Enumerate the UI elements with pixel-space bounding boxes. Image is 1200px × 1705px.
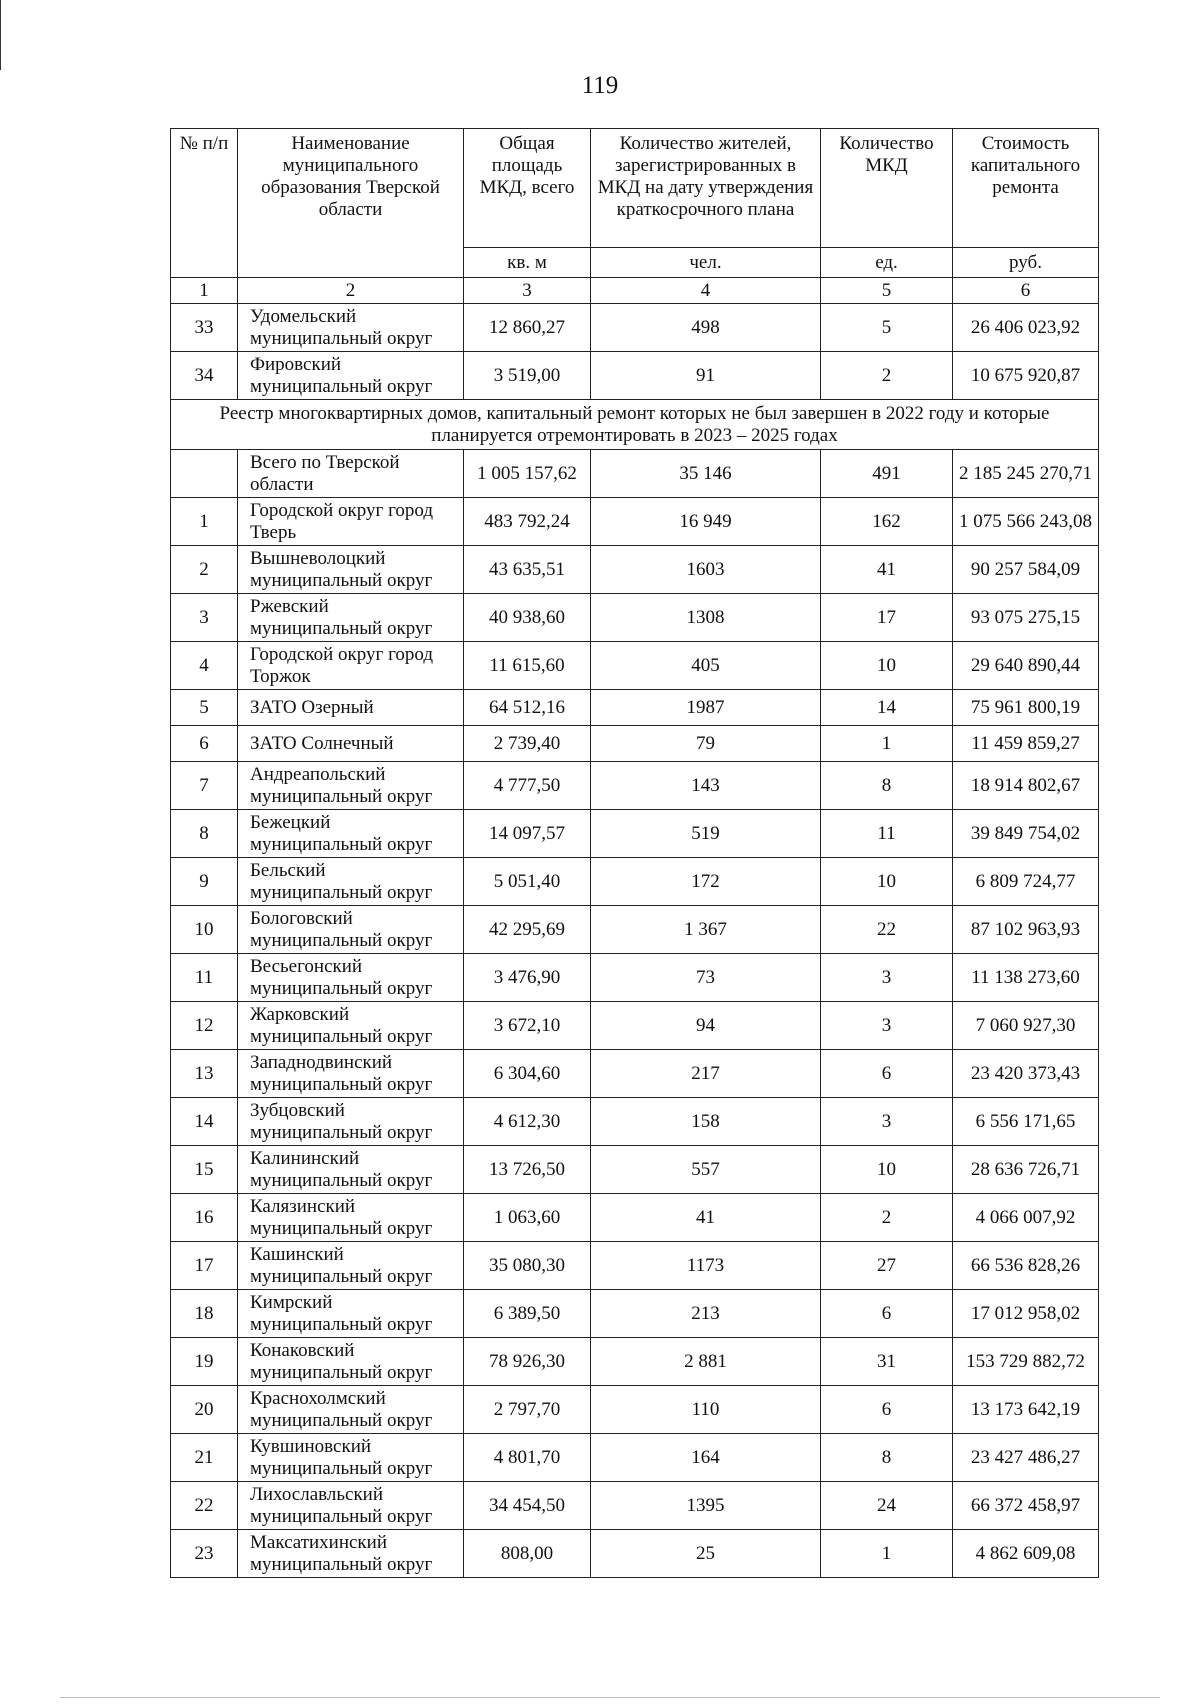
row-number (171, 450, 238, 498)
column-index: 1 (171, 278, 238, 304)
total-area: 6 389,50 (464, 1290, 591, 1338)
repair-cost: 6 556 171,65 (953, 1098, 1099, 1146)
row-number: 2 (171, 546, 238, 594)
repair-cost: 6 809 724,77 (953, 858, 1099, 906)
municipality-name: Калязинский муниципальный округ (238, 1194, 464, 1242)
buildings-count: 2 (821, 352, 953, 400)
total-area: 3 476,90 (464, 954, 591, 1002)
municipality-name: Ржевский муниципальный округ (238, 594, 464, 642)
row-number: 7 (171, 762, 238, 810)
column-index: 4 (591, 278, 821, 304)
total-area: 11 615,60 (464, 642, 591, 690)
table-row (171, 1386, 1099, 1434)
table-row (171, 762, 1099, 810)
table-row (171, 352, 1099, 400)
row-number: 15 (171, 1146, 238, 1194)
total-area: 35 080,30 (464, 1242, 591, 1290)
row-number: 21 (171, 1434, 238, 1482)
buildings-count: 2 (821, 1194, 953, 1242)
total-area: 1 005 157,62 (464, 450, 591, 498)
repair-cost: 10 675 920,87 (953, 352, 1099, 400)
table-row (171, 1434, 1099, 1482)
municipality-name: Андреапольский муниципальный округ (238, 762, 464, 810)
total-area: 42 295,69 (464, 906, 591, 954)
municipality-name: Всего по Тверской области (238, 450, 464, 498)
total-area: 5 051,40 (464, 858, 591, 906)
header-area: Общая площадь МКД, всего (464, 129, 591, 248)
total-area: 3 672,10 (464, 1002, 591, 1050)
buildings-count: 491 (821, 450, 953, 498)
residents-count: 73 (591, 954, 821, 1002)
row-number: 5 (171, 690, 238, 726)
row-number: 14 (171, 1098, 238, 1146)
repair-cost: 2 185 245 270,71 (953, 450, 1099, 498)
repair-cost: 66 372 458,97 (953, 1482, 1099, 1530)
municipality-name: Краснохолмский муниципальный округ (238, 1386, 464, 1434)
residents-count: 213 (591, 1290, 821, 1338)
buildings-count: 162 (821, 498, 953, 546)
row-number: 10 (171, 906, 238, 954)
municipality-name: Бельский муниципальный округ (238, 858, 464, 906)
municipality-name: Фировский муниципальный округ (238, 352, 464, 400)
repair-cost: 11 138 273,60 (953, 954, 1099, 1002)
buildings-count: 3 (821, 954, 953, 1002)
buildings-count: 41 (821, 546, 953, 594)
unit-residents: чел. (591, 248, 821, 278)
repair-cost: 66 536 828,26 (953, 1242, 1099, 1290)
municipality-name: Городской округ город Торжок (238, 642, 464, 690)
municipality-name: Весьегонский муниципальный округ (238, 954, 464, 1002)
row-number: 20 (171, 1386, 238, 1434)
residents-count: 110 (591, 1386, 821, 1434)
unit-cost: руб. (953, 248, 1099, 278)
buildings-count: 8 (821, 1434, 953, 1482)
column-index: 2 (238, 278, 464, 304)
registry-table (170, 128, 1099, 1578)
buildings-count: 6 (821, 1290, 953, 1338)
residents-count: 143 (591, 762, 821, 810)
table-row (171, 1482, 1099, 1530)
scan-edge-line (0, 0, 1, 70)
residents-count: 1603 (591, 546, 821, 594)
row-number: 13 (171, 1050, 238, 1098)
buildings-count: 17 (821, 594, 953, 642)
residents-count: 1308 (591, 594, 821, 642)
municipality-name: Лихославльский муниципальный округ (238, 1482, 464, 1530)
table-row (171, 1530, 1099, 1578)
repair-cost: 1 075 566 243,08 (953, 498, 1099, 546)
row-number: 18 (171, 1290, 238, 1338)
page-number: 119 (581, 72, 619, 99)
row-number: 12 (171, 1002, 238, 1050)
table-row (171, 810, 1099, 858)
total-row (171, 450, 1099, 498)
buildings-count: 14 (821, 690, 953, 726)
residents-count: 172 (591, 858, 821, 906)
residents-count: 1395 (591, 1482, 821, 1530)
total-area: 808,00 (464, 1530, 591, 1578)
buildings-count: 10 (821, 1146, 953, 1194)
section-title: Реестр многоквартирных домов, капитальный ремонт которых не был завершен в 2022 году и которые планируется отремонтировать в 2023 – 2025 годах (171, 400, 1099, 450)
repair-cost: 23 420 373,43 (953, 1050, 1099, 1098)
residents-count: 1 367 (591, 906, 821, 954)
repair-cost: 75 961 800,19 (953, 690, 1099, 726)
buildings-count: 27 (821, 1242, 953, 1290)
residents-count: 35 146 (591, 450, 821, 498)
total-area: 4 777,50 (464, 762, 591, 810)
row-number: 3 (171, 594, 238, 642)
table-row (171, 858, 1099, 906)
row-number: 9 (171, 858, 238, 906)
repair-cost: 26 406 023,92 (953, 304, 1099, 352)
buildings-count: 1 (821, 726, 953, 762)
municipality-name: Городской округ город Тверь (238, 498, 464, 546)
repair-cost: 11 459 859,27 (953, 726, 1099, 762)
table-row (171, 1050, 1099, 1098)
buildings-count: 6 (821, 1386, 953, 1434)
table-row (171, 546, 1099, 594)
repair-cost: 4 066 007,92 (953, 1194, 1099, 1242)
municipality-name: ЗАТО Озерный (238, 690, 464, 726)
buildings-count: 5 (821, 304, 953, 352)
table-row (171, 1290, 1099, 1338)
municipality-name: Кувшиновский муниципальный округ (238, 1434, 464, 1482)
table-row (171, 498, 1099, 546)
column-index: 3 (464, 278, 591, 304)
residents-count: 1173 (591, 1242, 821, 1290)
repair-cost: 39 849 754,02 (953, 810, 1099, 858)
table-row (171, 1146, 1099, 1194)
municipality-name: Кашинский муниципальный округ (238, 1242, 464, 1290)
header-residents: Количество жителей, зарегистрированных в МКД на дату утверждения краткосрочного плана (591, 129, 821, 248)
municipality-name: Зубцовский муниципальный округ (238, 1098, 464, 1146)
total-area: 6 304,60 (464, 1050, 591, 1098)
row-number: 6 (171, 726, 238, 762)
table-row (171, 690, 1099, 726)
residents-count: 164 (591, 1434, 821, 1482)
buildings-count: 3 (821, 1002, 953, 1050)
total-area: 4 801,70 (464, 1434, 591, 1482)
repair-cost: 28 636 726,71 (953, 1146, 1099, 1194)
buildings-count: 31 (821, 1338, 953, 1386)
buildings-count: 6 (821, 1050, 953, 1098)
residents-count: 519 (591, 810, 821, 858)
unit-count: ед. (821, 248, 953, 278)
municipality-name: ЗАТО Солнечный (238, 726, 464, 762)
table-row (171, 304, 1099, 352)
table-row (171, 1098, 1099, 1146)
row-number: 33 (171, 304, 238, 352)
table-row (171, 1242, 1099, 1290)
row-number: 4 (171, 642, 238, 690)
municipality-name: Бологовский муниципальный округ (238, 906, 464, 954)
row-number: 19 (171, 1338, 238, 1386)
column-index: 6 (953, 278, 1099, 304)
table-row (171, 906, 1099, 954)
repair-cost: 87 102 963,93 (953, 906, 1099, 954)
buildings-count: 10 (821, 642, 953, 690)
total-area: 2 797,70 (464, 1386, 591, 1434)
municipality-name: Удомельский муниципальный округ (238, 304, 464, 352)
table-row (171, 954, 1099, 1002)
residents-count: 94 (591, 1002, 821, 1050)
municipality-name: Кимрский муниципальный округ (238, 1290, 464, 1338)
section-row (171, 400, 1099, 450)
header-row (171, 129, 1099, 248)
total-area: 14 097,57 (464, 810, 591, 858)
total-area: 34 454,50 (464, 1482, 591, 1530)
column-index-row (171, 278, 1099, 304)
residents-count: 91 (591, 352, 821, 400)
total-area: 2 739,40 (464, 726, 591, 762)
total-area: 1 063,60 (464, 1194, 591, 1242)
row-number: 8 (171, 810, 238, 858)
buildings-count: 8 (821, 762, 953, 810)
header-name: Наименование муниципального образования Тверской области (238, 129, 464, 278)
repair-cost: 4 862 609,08 (953, 1530, 1099, 1578)
header-num: № п/п (171, 129, 238, 278)
municipality-name: Западнодвинский муниципальный округ (238, 1050, 464, 1098)
repair-cost: 153 729 882,72 (953, 1338, 1099, 1386)
repair-cost: 7 060 927,30 (953, 1002, 1099, 1050)
buildings-count: 11 (821, 810, 953, 858)
table-row (171, 1002, 1099, 1050)
municipality-name: Жарковский муниципальный округ (238, 1002, 464, 1050)
municipality-name: Бежецкий муниципальный округ (238, 810, 464, 858)
repair-cost: 93 075 275,15 (953, 594, 1099, 642)
repair-cost: 18 914 802,67 (953, 762, 1099, 810)
total-area: 43 635,51 (464, 546, 591, 594)
column-index: 5 (821, 278, 953, 304)
scan-bottom-line (60, 1697, 1160, 1698)
municipality-name: Максатихинский муниципальный округ (238, 1530, 464, 1578)
residents-count: 79 (591, 726, 821, 762)
total-area: 3 519,00 (464, 352, 591, 400)
row-number: 11 (171, 954, 238, 1002)
residents-count: 25 (591, 1530, 821, 1578)
residents-count: 158 (591, 1098, 821, 1146)
repair-cost: 29 640 890,44 (953, 642, 1099, 690)
row-number: 23 (171, 1530, 238, 1578)
buildings-count: 3 (821, 1098, 953, 1146)
total-area: 483 792,24 (464, 498, 591, 546)
repair-cost: 17 012 958,02 (953, 1290, 1099, 1338)
table-row (171, 642, 1099, 690)
repair-cost: 23 427 486,27 (953, 1434, 1099, 1482)
residents-count: 1987 (591, 690, 821, 726)
table-row (171, 726, 1099, 762)
total-area: 12 860,27 (464, 304, 591, 352)
buildings-count: 24 (821, 1482, 953, 1530)
row-number: 16 (171, 1194, 238, 1242)
table-row (171, 1338, 1099, 1386)
residents-count: 16 949 (591, 498, 821, 546)
municipality-name: Вышневолоцкий муниципальный округ (238, 546, 464, 594)
municipality-name: Калининский муниципальный округ (238, 1146, 464, 1194)
row-number: 1 (171, 498, 238, 546)
table-row (171, 594, 1099, 642)
residents-count: 498 (591, 304, 821, 352)
municipality-name: Конаковский муниципальный округ (238, 1338, 464, 1386)
residents-count: 217 (591, 1050, 821, 1098)
row-number: 22 (171, 1482, 238, 1530)
residents-count: 557 (591, 1146, 821, 1194)
total-area: 78 926,30 (464, 1338, 591, 1386)
table-row (171, 1194, 1099, 1242)
residents-count: 405 (591, 642, 821, 690)
total-area: 64 512,16 (464, 690, 591, 726)
buildings-count: 22 (821, 906, 953, 954)
repair-cost: 13 173 642,19 (953, 1386, 1099, 1434)
total-area: 4 612,30 (464, 1098, 591, 1146)
buildings-count: 1 (821, 1530, 953, 1578)
total-area: 13 726,50 (464, 1146, 591, 1194)
total-area: 40 938,60 (464, 594, 591, 642)
repair-cost: 90 257 584,09 (953, 546, 1099, 594)
header-count: Количество МКД (821, 129, 953, 248)
buildings-count: 10 (821, 858, 953, 906)
row-number: 34 (171, 352, 238, 400)
residents-count: 41 (591, 1194, 821, 1242)
residents-count: 2 881 (591, 1338, 821, 1386)
header-cost: Стоимость капитального ремонта (953, 129, 1099, 248)
unit-area: кв. м (464, 248, 591, 278)
row-number: 17 (171, 1242, 238, 1290)
